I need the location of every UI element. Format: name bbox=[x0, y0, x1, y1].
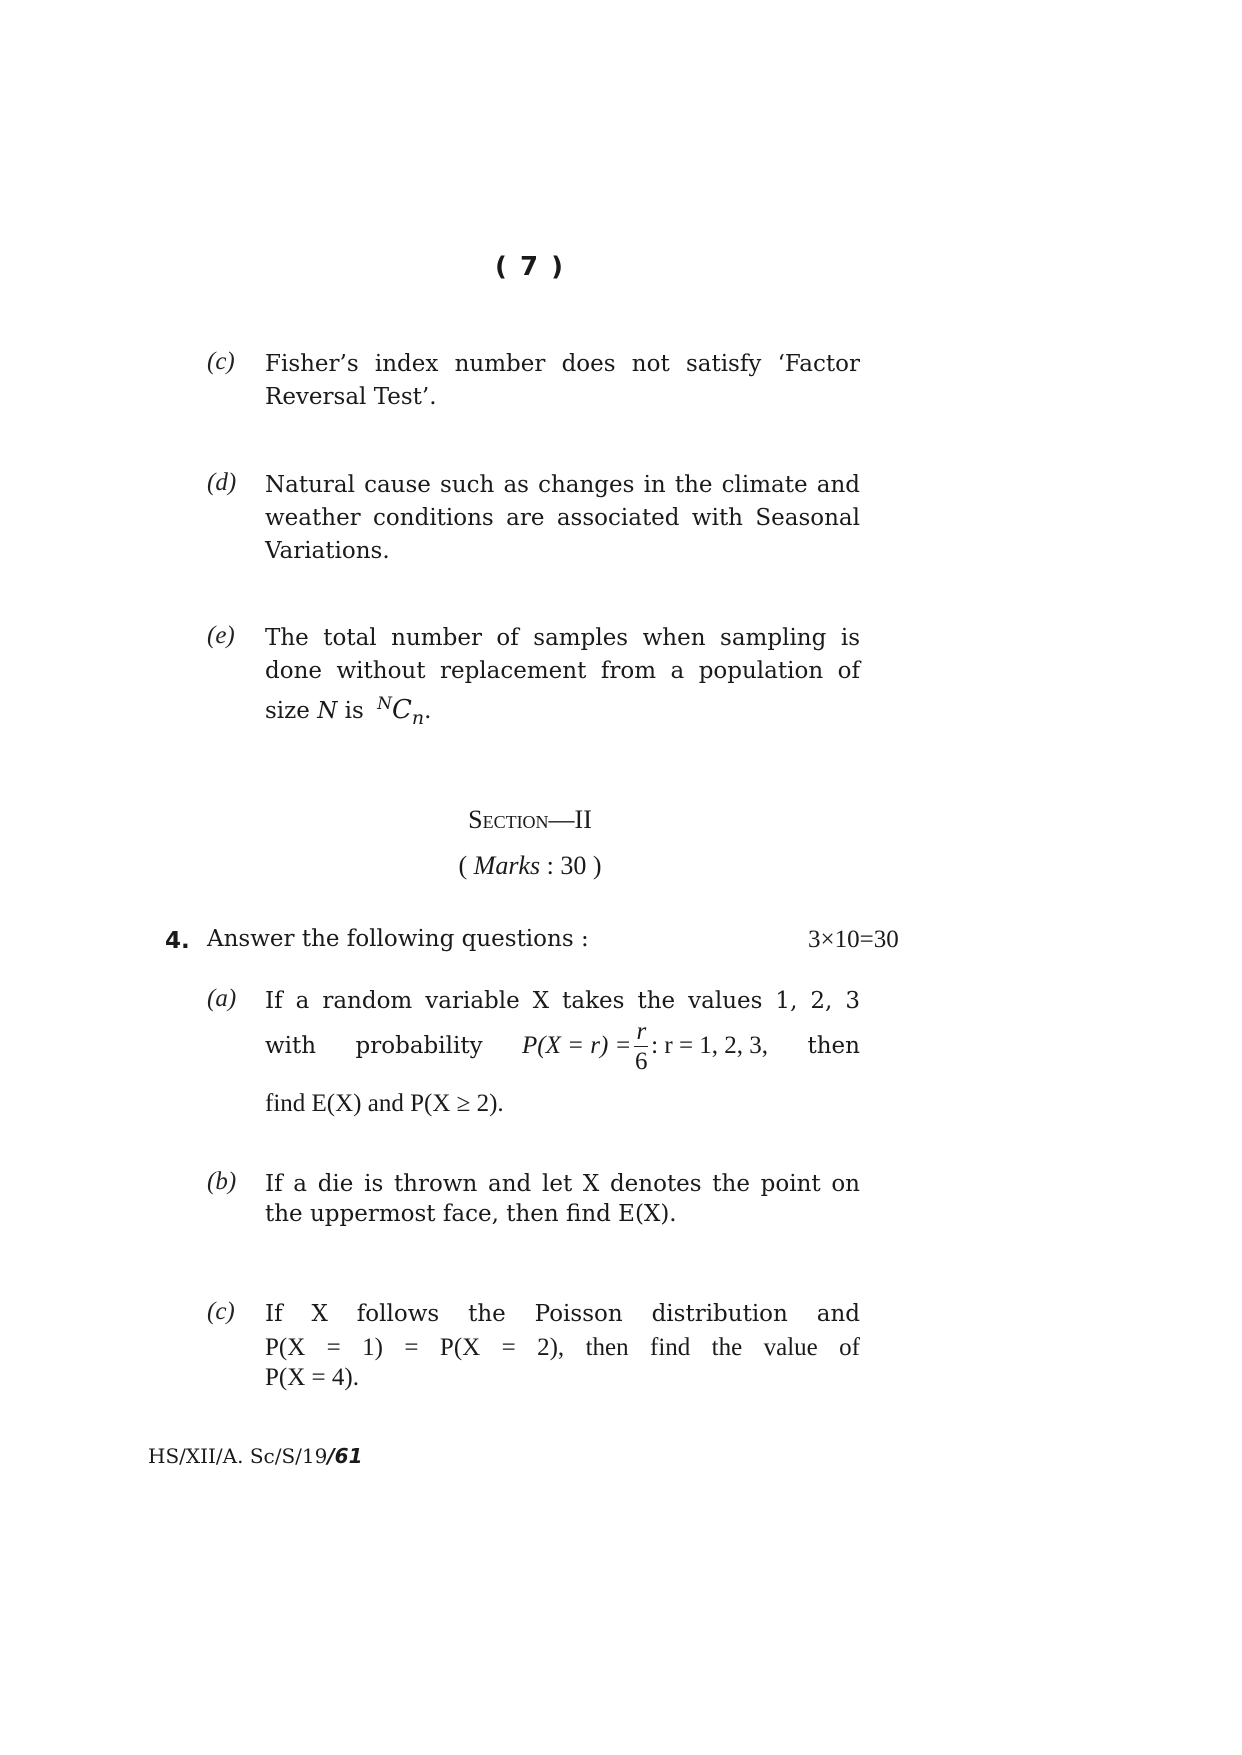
sub-b-line1: If a die is thrown and let X denotes the point on bbox=[265, 1171, 860, 1197]
section-marks: ( Marks : 30 ) bbox=[458, 851, 602, 880]
sub-a-line1: If a random variable X takes the values 1, 2, 3 bbox=[265, 988, 860, 1014]
formula-lhs: P(X = r) = bbox=[522, 1032, 632, 1059]
fraction: $\frac{r}{6}$ bbox=[635, 1017, 648, 1075]
section-title: Section—II bbox=[468, 805, 592, 834]
item-d-label: (d) bbox=[207, 469, 237, 496]
sub-a-line2: with probability P(X = r) = $\frac{r}{6}$ : r = 1, 2, 3, then bbox=[265, 1017, 860, 1075]
sub-a-label: (a) bbox=[207, 985, 237, 1012]
comb-main: C bbox=[392, 695, 412, 725]
sub-c-line2: P(X = 1) = P(X = 2), then find the value of bbox=[265, 1334, 860, 1361]
sub-c-line1: If X follows the Poisson distribution and bbox=[265, 1301, 860, 1327]
item-c-label: (c) bbox=[207, 348, 235, 375]
item-e-text: The total number of samples when sampling is done without replacement from a population of size N is $^NC_n$. bbox=[265, 625, 860, 729]
footer-code: HS/XII/A. Sc/S/19/61 bbox=[148, 1444, 363, 1468]
question-text: Answer the following questions : bbox=[207, 926, 589, 952]
item-d-text: Natural cause such as changes in the climate and weather conditions are associated with Seasonal Variations. bbox=[265, 472, 860, 564]
item-e-label: (e) bbox=[207, 622, 235, 649]
sub-c-label: (c) bbox=[207, 1298, 235, 1325]
sub-a-line3: find E(X) and P(X ≥ 2). bbox=[265, 1090, 504, 1117]
comb-sup: N bbox=[377, 694, 392, 714]
question-number: 4. bbox=[165, 928, 190, 954]
sub-b-label: (b) bbox=[207, 1168, 237, 1195]
sub-b-line2: the uppermost face, then find E(X). bbox=[265, 1201, 677, 1227]
sub-c-line3: P(X = 4). bbox=[265, 1364, 359, 1391]
page-number: ( 7 ) bbox=[495, 252, 565, 282]
item-c-text: Fisher’s index number does not satisfy ‘Factor Reversal Test’. bbox=[265, 351, 860, 410]
formula-rhs: : r = 1, 2, 3, bbox=[651, 1032, 769, 1059]
question-marks: 3×10=30 bbox=[808, 926, 899, 953]
comb-sub: n bbox=[411, 707, 425, 729]
